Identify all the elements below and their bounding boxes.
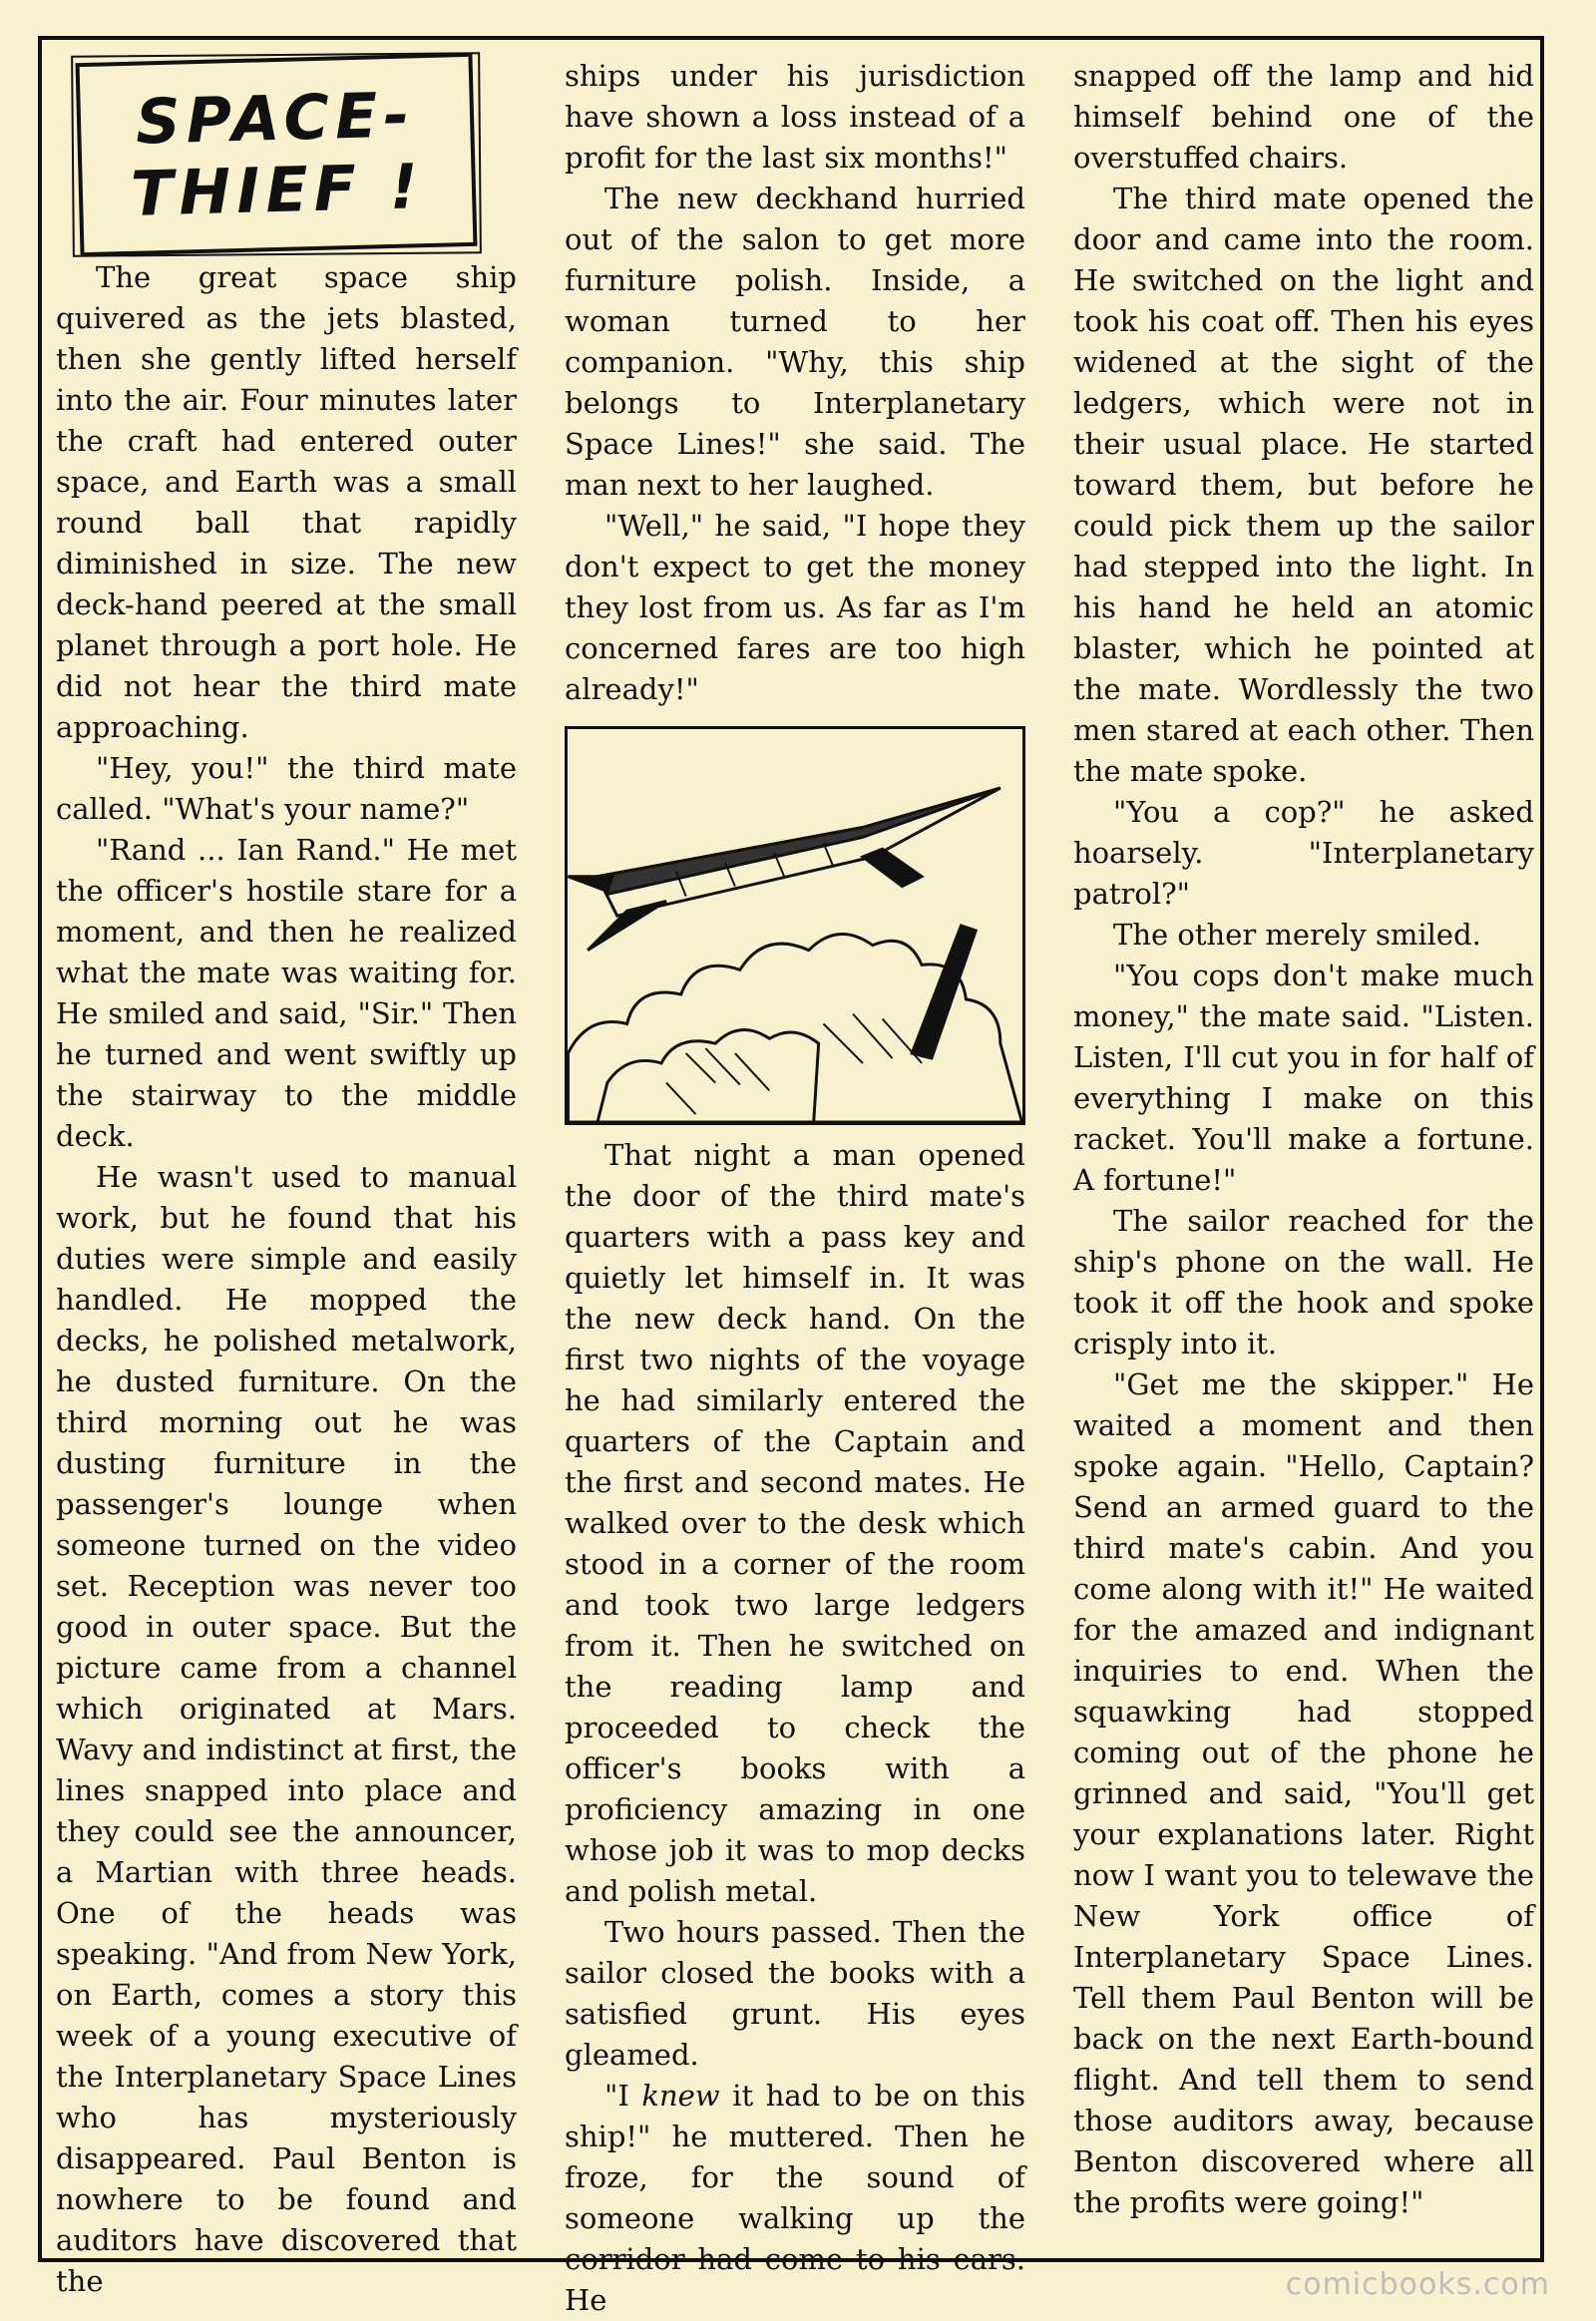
paragraph: The other merely smiled. [1113,918,1481,952]
paragraph: He wasn't used to manual work, but he found that his duties were simple and easily handled. He mopped the decks, he polished metalwork, he dusted furniture. On the third morning out he was dusting furniture in the passenger's lounge when someone turned on the video set. Reception was never too good in outer space. But the picture came from a channel which originated at Mars. Wavy and indistinct at first, the lines snapped into place and they could see the announcer, a Martian with three heads. One of the heads was speaking. "And from New York, on Earth, comes a story this week of a young executive of the Interplanetary Space Lines who has mysteriously disappeared. Paul Benton is nowhere to be found and auditors have discovered that the [56,1160,517,2298]
paragraph: The sailor reached for the ship's phone on the wall. He took it off the hook and spoke crisply into it. [1073,1204,1534,1360]
paragraph: ships under his jurisdiction have shown a loss instead of a profit for the last six months!" [565,59,1025,175]
text-column-2-bottom [565,1135,1025,2321]
paragraph: "Well," he said, "I hope they don't expect to get the money they lost from us. As far as I'm concerned fares are too high already!" [565,509,1025,706]
rocket-icon [568,729,1022,1122]
watermark: comicbooks.com [1285,2267,1550,2302]
paragraph: That night a man opened the door of the third mate's quarters with a pass key and quietly let himself in. It was the new deck hand. On the first two nights of the voyage he had similarly entered the quarters of the Captain and the first and second mates. He walked over to the desk which stood in a corner of the room and took two large ledgers from it. Then he switched on the reading lamp and proceeded to check the officer's books with a proficiency amazing in one whose job it was to mop decks and polish metal. [565,1138,1025,1908]
paragraph: The new deckhand hurried out of the salon to get more furniture polish. Inside, a woman turned to her companion. "Why, this ship belongs to Interplanetary Space Lines!" she said. The man next to her laughed. [565,182,1025,502]
story-title-box [76,53,478,256]
paragraph: "You a cop?" he asked hoarsely. "Interplanetary patrol?" [1073,795,1534,911]
text-column-1 [56,257,517,2302]
paragraph: "Hey, you!" the third mate called. "What's your name?" [56,751,517,826]
text-fragment: it had to be on this ship!" he muttered. Then he froze, for the sound of someone walking up the corridor had come to his ears. He [565,2079,1026,2317]
paragraph: "Rand ... Ian Rand." He met the officer's hostile stare for a moment, and then he realized what the mate was waiting for. He smiled and said, "Sir." Then he turned and went swiftly up the stairway to the middle deck. [56,833,517,1153]
paragraph: The third mate opened the door and came into the room. He switched on the light and took his coat off. Then his eyes widened at the sight of the ledgers, which were not in their usual place. He started toward them, but before he could pick them up the sailor had stepped into the light. In his hand he held an atomic blaster, which he pointed at the mate. Wordlessly the two men stared at each other. Then the mate spoke. [1073,182,1534,788]
text-column-3 [1073,56,1534,2223]
paragraph: "Get me the skipper." He waited a moment and then spoke again. "Hello, Captain? Send an armed guard to the third mate's cabin. And you come along with it!" He waited for the amazed and indignant inquiries to end. When the squawking had stopped coming out of the phone he grinned and said, "You'll get your explanations later. Right now I want you to telewave the New York office of Interplanetary Space Lines. Tell them Paul Benton will be back on the next Earth-bound flight. And tell them to send those auditors away, because Benton discovered where all the profits were going!" [1073,1367,1534,2219]
text-fragment: "I [604,2079,642,2113]
paragraph: snapped off the lamp and hid himself behind one of the overstuffed chairs. [1073,59,1534,175]
paragraph: Two hours passed. Then the sailor closed the books with a satisfied grunt. His eyes gleamed. [565,1915,1025,2072]
paragraph: The great space ship quivered as the jets blasted, then she gently lifted herself into the air. Four minutes later the craft had entered outer space, and Earth was a small round ball that rapidly diminished in size. The new deck-hand peered at the small planet through a port hole. He did not hear the third mate approaching. [56,260,517,744]
rocket-ship-illustration [565,726,1025,1125]
text-column-2-top [565,56,1025,710]
story-title-line-1: SPACE- [135,78,416,159]
emphasized-word: knew [641,2079,720,2113]
paragraph: "You cops don't make much money," the mate said. "Listen. Listen, I'll cut you in for half of everything I make on this racket. You'll make a fortune. A fortune!" [1073,959,1534,1197]
story-title-line-2: THIEF ! [130,150,425,230]
paragraph-knew [565,2076,1025,2321]
